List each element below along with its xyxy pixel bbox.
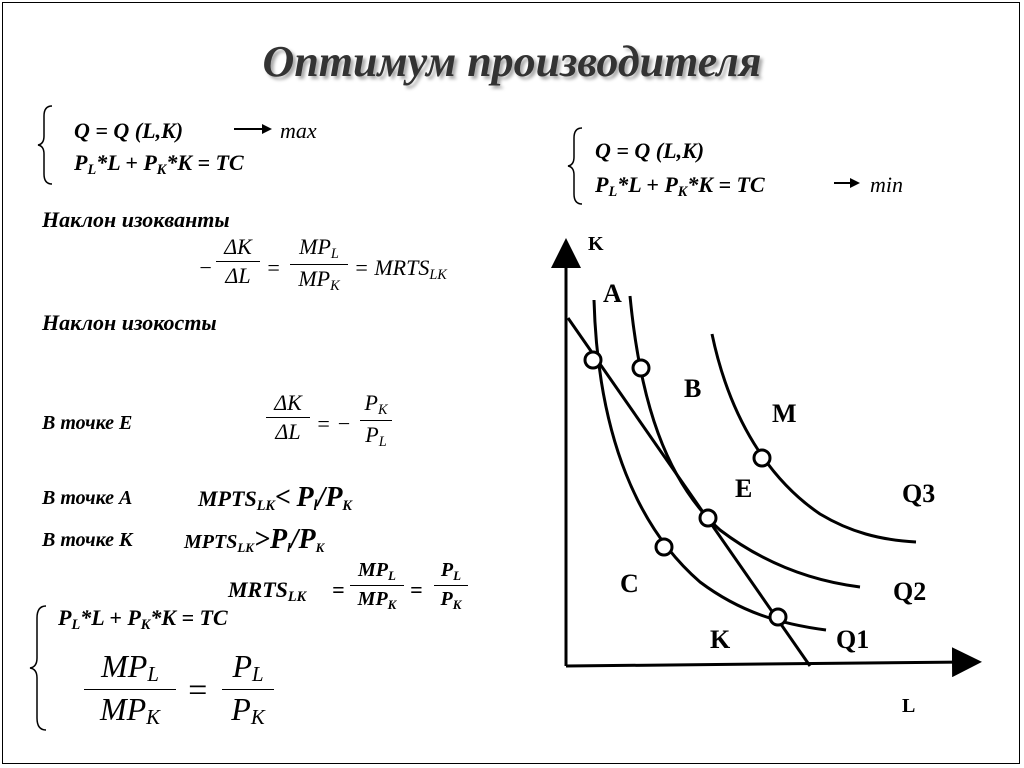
equals-sign: = (332, 577, 345, 602)
label-b: B (684, 374, 702, 403)
y-axis-label: K (588, 233, 604, 255)
point-b-marker (633, 360, 649, 376)
system2-line1: Q = Q (L,K) (595, 138, 705, 163)
point-k-marker (770, 609, 786, 625)
x-axis (566, 662, 970, 666)
point-a-inequality: $MPTS_{LK}< P_l/P_K$ (198, 482, 352, 514)
label-q3: Q3 (902, 479, 936, 508)
point-e-label: В точке Е (42, 412, 133, 434)
x-axis-label: L (902, 695, 916, 717)
point-a-marker (585, 352, 601, 368)
label-c: C (620, 569, 639, 598)
system1-objective: Q = Q (L,K) (74, 118, 184, 143)
isoquant-fraction: ΔK ΔL (216, 236, 260, 287)
point-e-marker (700, 510, 716, 526)
system3-line1: $P_L*L + P_K*K$ = TC (58, 605, 228, 633)
system3-mp-fraction: $MP_L$ $MP_K$ (84, 650, 176, 729)
equals-sign: = (186, 672, 209, 709)
system3-price-fraction: $P_L$ $P_K$ (222, 650, 274, 729)
isocost-heading: Наклон изокосты (42, 310, 217, 335)
mrts-lhs: $MRTS_{LK}$ (228, 577, 307, 605)
page-title: Оптимум производителя (262, 37, 762, 86)
point-e-fraction: ΔK ΔL (266, 392, 310, 443)
isoquant-q3-curve (712, 334, 916, 542)
label-e: E (735, 474, 753, 503)
equals-minus: = − (316, 411, 352, 436)
point-k-inequality: $MPTS_{LK}>P_l/P_K$ (184, 524, 325, 555)
mrts-mp-fraction: $MP_L$ $MP_K$ (350, 560, 404, 611)
label-m: M (772, 399, 797, 428)
isoquant-mrts: = $MRTS_{LK}$ (354, 255, 447, 283)
isoquant-heading: Наклон изокванты (42, 207, 230, 232)
system2-line2: $P_L*L + P_K*K$ = TC (595, 172, 765, 200)
label-k: K (710, 625, 731, 654)
equals-sign: = (410, 577, 423, 602)
label-a: A (603, 279, 622, 308)
label-q2: Q2 (893, 577, 927, 606)
point-e-price-fraction: $P_K$ $P_L$ (360, 392, 392, 450)
equals-sign: = (266, 255, 281, 280)
point-a-label: В точке А (42, 487, 133, 509)
system2-min: min (870, 172, 903, 197)
mrts-price-fraction: $P_L$ $P_K$ (434, 560, 468, 611)
label-q1: Q1 (836, 625, 870, 654)
system1-max: max (280, 118, 317, 143)
system1-line2: $P_L*L + P_K*K$ = TC (74, 150, 244, 178)
point-k-label: В точке К (42, 529, 133, 551)
isoquant-mp-fraction: $MP_L$ $MP_K$ (290, 236, 348, 294)
point-c-marker (656, 539, 672, 555)
isoquant-minus: − (198, 255, 213, 280)
point-m-marker (754, 450, 770, 466)
